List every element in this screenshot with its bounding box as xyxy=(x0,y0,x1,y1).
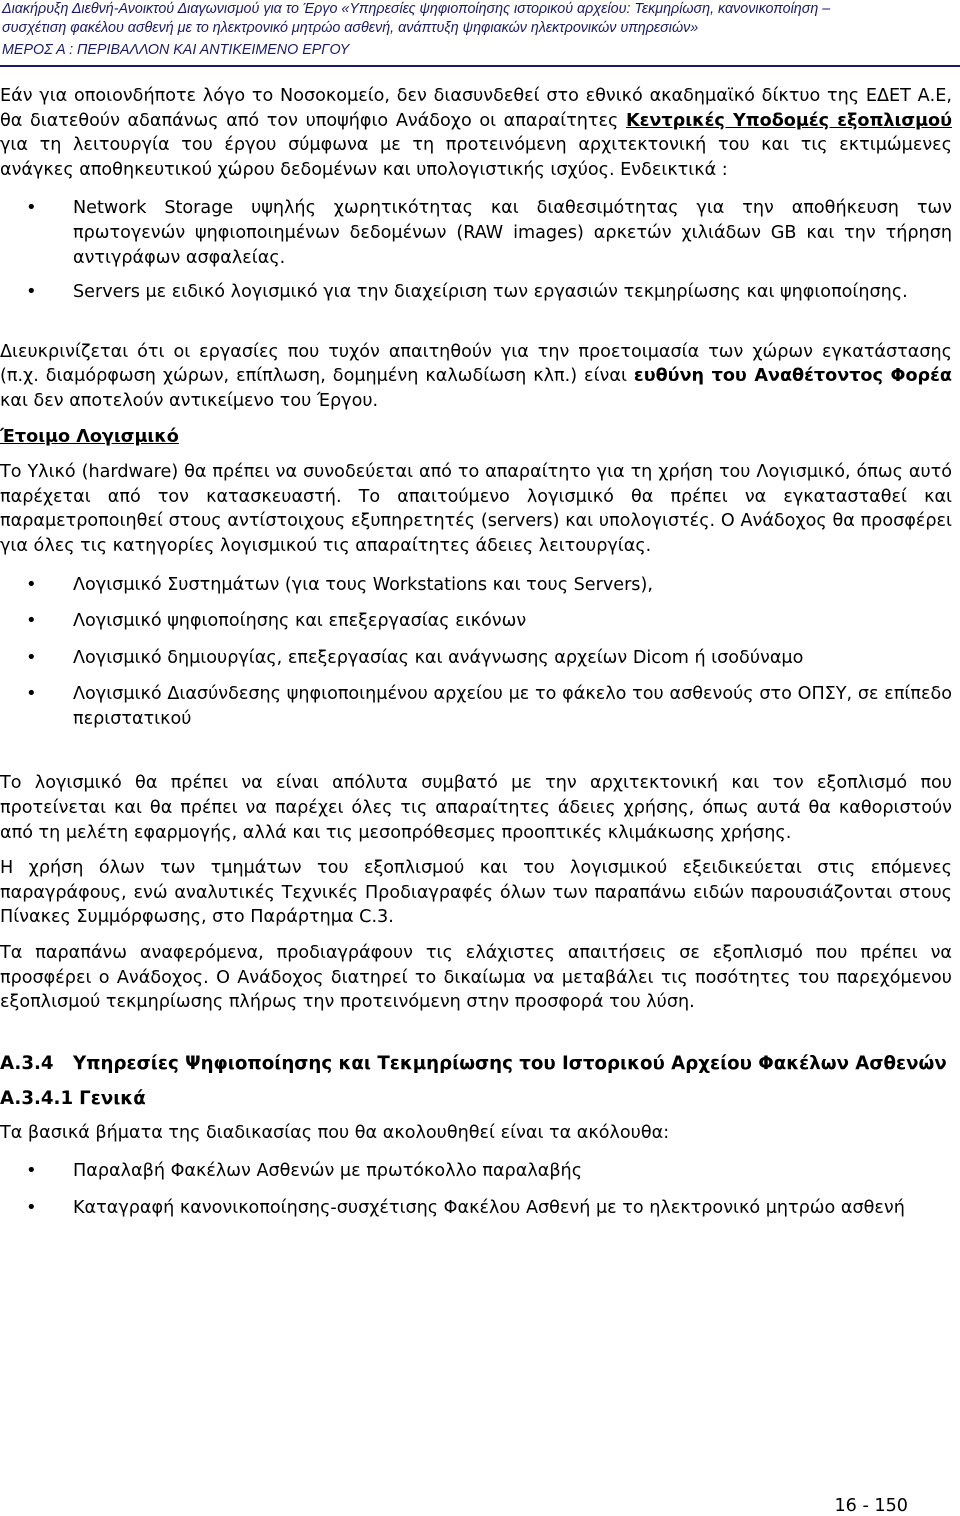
list-item: • Λογισμικό δημιουργίας, επεξεργασίας και ανάγνωσης αρχείων Dicom ή ισοδύναμο xyxy=(0,646,952,671)
software-paragraph: Το Υλικό (hardware) θα πρέπει να συνοδεύεται από το απαραίτητο για τη χρήση του Λογισμικό, όπως αυτό παρέχεται από τον κατασκευαστή. Το απαιτούμενο λογισμικό θα πρέπει να εγκατασταθεί και παραμετροποιηθεί στους αντίστοιχους εξυπηρετητές (servers) και υπολογιστές. Ο Ανάδοχος θα προσφέρει για όλες τις κατηγορίες λογισμικού τις απαραίτητες άδειες λειτουργίας. xyxy=(0,462,952,556)
intro-text-post: για τη λειτουργία του έργου σύμφωνα με τη προτεινόμενη αρχιτεκτονική του και τις εκτιμώμενες ανάγκες αποθηκευτικού χώρου δεδομένων και υπολογιστικής ισχύος. Ενδεικτικά : xyxy=(0,135,952,180)
section-number: A.3.4 xyxy=(0,1052,54,1074)
list-item: • Παραλαβή Φακέλων Ασθενών με πρωτόκολλο παραλαβής xyxy=(0,1159,952,1184)
list-item: • Λογισμικό Διασύνδεσης ψηφιοποιημένου αρχείου με το φάκελο του ασθενούς στο ΟΠΣΥ, σε επίπεδο περιστατικού xyxy=(0,682,952,731)
document-body xyxy=(0,84,952,1221)
clarify-text-pre: Διευκρινίζεται ότι οι εργασίες που τυχόν απαιτηθούν για την προετοιμασία των χώρων εγκατάστασης (π.χ. διαμόρφωση χώρων, επίπλωση, δομημένη καλωδίωση κλπ.) είναι xyxy=(0,341,952,387)
usage-paragraph: Η χρήση όλων των τμημάτων του εξοπλισμού και του λογισμικού εξειδικεύεται στις επόμενες παραγράφους, ενώ αναλυτικές Τεχνικές Προδιαγραφές όλων των παραπάνω ειδών παρουσιάζονται στους Πίνακες Συμμόρφωσης, στο Παράρτημα C.3. xyxy=(0,858,952,928)
list-item: • Λογισμικό Συστημάτων (για τους Workstations και τους Servers), xyxy=(0,573,952,598)
list-item: • Network Storage υψηλής χωρητικότητας και διαθεσιμότητας για την αποθήκευση των πρωτογενών ψηφιοποιημένων δεδομένων (RAW images) αρκετών χιλιάδων GB και την τήρηση αντιγράφων ασφαλείας. xyxy=(0,196,952,270)
clarification-paragraph xyxy=(0,340,952,414)
intro-paragraph xyxy=(0,84,952,182)
software-heading xyxy=(0,425,952,450)
central-infrastructure-term: Κεντρικές Υποδομές εξοπλισμού xyxy=(626,110,952,131)
infrastructure-list xyxy=(0,196,952,304)
subsection-heading xyxy=(0,1086,952,1111)
list-item: • Λογισμικό ψηφιοποίησης και επεξεργασίας εικόνων xyxy=(0,609,952,634)
header-part-title: ΜΕΡΟΣ Α : ΠΕΡΙΒΑΛΛΟΝ ΚΑΙ ΑΝΤΙΚΕΙΜΕΝΟ ΕΡΓΟΥ xyxy=(2,42,350,58)
clarify-text-post: και δεν αποτελούν αντικείμενο του Έργου. xyxy=(0,390,379,411)
section-title: Υπηρεσίες Ψηφιοποίησης και Τεκμηρίωσης του Ιστορικού Αρχείου Φακέλων Ασθενών xyxy=(73,1052,947,1074)
page-header xyxy=(0,0,960,67)
page-number: 16 - 150 xyxy=(834,1496,908,1516)
software-heading-text: Έτοιμο Λογισμικό xyxy=(0,426,179,447)
subsection-title: Γενικά xyxy=(79,1087,146,1109)
steps-intro: Τα βασικά βήματα της διαδικασίας που θα ακολουθηθεί είναι τα ακόλουθα: xyxy=(0,1122,670,1143)
list-item: • Servers με ειδικό λογισμικό για την διαχείριση των εργασιών τεκμηρίωσης και ψηφιοποίησης. xyxy=(0,280,952,305)
minimum-requirements-paragraph: Τα παραπάνω αναφερόμενα, προδιαγράφουν τις ελάχιστες απαιτήσεις σε εξοπλισμό που πρέπει να προσφέρει ο Ανάδοχος. Ο Ανάδοχος διατηρεί το δικαίωμα να μεταβάλει τις ποσότητες του παρεχόμενου εξοπλισμού τεκμηρίωσης πλήρως την προτεινόμενη στην προσφορά του λύση. xyxy=(0,943,952,1013)
responsibility-term: ευθύνη του Αναθέτοντος Φορέα xyxy=(633,366,953,387)
section-heading xyxy=(0,1051,952,1076)
compatibility-paragraph: Το λογισμικό θα πρέπει να είναι απόλυτα συμβατό με την αρχιτεκτονική και τον εξοπλισμό που προτείνεται και θα πρέπει να παρέχει όλες τις απαραίτητες άδειες χρήσης, όπως αυτά θα καθοριστούν από τη μελέτη εφαρμογής, αλλά και τις μεσοπρόθεσμες προοπτικές κλιμάκωσης χρήσης. xyxy=(0,773,952,843)
subsection-number: A.3.4.1 xyxy=(0,1087,74,1109)
header-rule xyxy=(0,65,960,67)
steps-list xyxy=(0,1159,952,1220)
list-item: • Καταγραφή κανονικοποίησης-συσχέτισης Φακέλου Ασθενή με το ηλεκτρονικό μητρώο ασθενή xyxy=(0,1196,952,1221)
software-list xyxy=(0,573,952,732)
header-title-line-2: συσχέτιση φακέλου ασθενή με το ηλεκτρονικό μητρώο ασθενή, ανάπτυξη ψηφιακών ηλεκτρονικών υπηρεσιών» xyxy=(2,19,699,36)
header-title-line-1: Διακήρυξη Διεθνή-Ανοικτού Διαγωνισμού για το Έργο «Υπηρεσίες ψηφιοποίησης ιστορικού αρχείου: Τεκμηρίωση, κανονικοποίηση – xyxy=(2,1,831,17)
intro-text-pre: Εάν για οποιονδήποτε λόγο το Νοσοκομείο, δεν διασυνδεθεί στο εθνικό ακαδημαϊκό δίκτυο της ΕΔΕΤ Α.Ε, θα διατεθούν αδαπάνως από τον υποψήφιο Ανάδοχο οι απαραίτητες xyxy=(0,86,952,131)
